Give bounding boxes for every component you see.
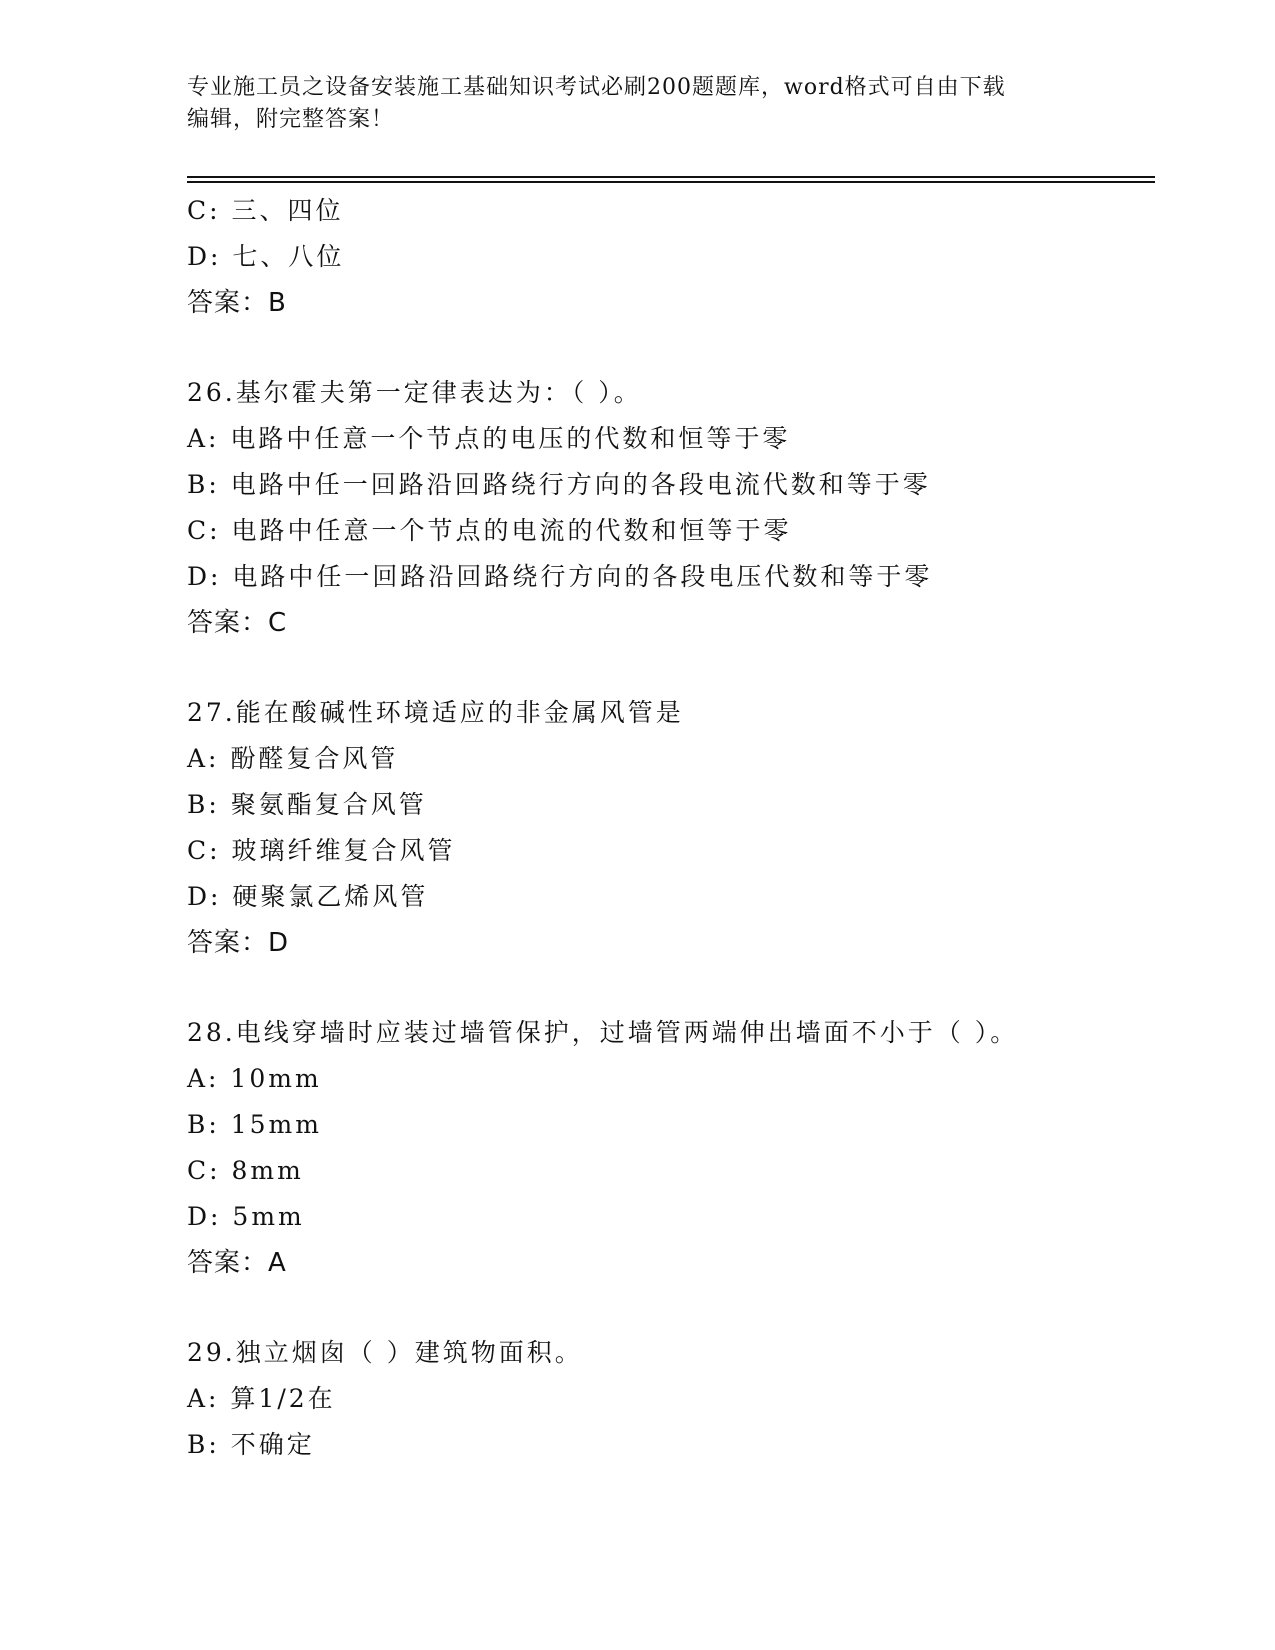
question-block-26 xyxy=(187,370,1167,646)
question-block-29 xyxy=(187,1330,1167,1468)
option-a: A: 酚醛复合风管 xyxy=(187,744,399,773)
option-d: D: 5mm xyxy=(187,1202,305,1231)
option-c: C: 8mm xyxy=(187,1156,304,1185)
option-b: B: 聚氨酯复合风管 xyxy=(187,790,427,819)
question-stem: 26.基尔霍夫第一定律表达为：（ ）。 xyxy=(187,378,642,407)
option-a: A: 电路中任意一个节点的电压的代数和恒等于零 xyxy=(187,424,791,453)
answer-line: 答案：D xyxy=(187,928,290,958)
option-b: B: 不确定 xyxy=(187,1430,315,1459)
header-title-line-1: 专业施工员之设备安装施工基础知识考试必刷200题题库，word格式可自由下载 xyxy=(187,75,1006,100)
header-divider-bottom xyxy=(187,181,1155,183)
answer-line: 答案：B xyxy=(187,288,287,318)
option-c: C: 玻璃纤维复合风管 xyxy=(187,836,456,865)
question-block-25-continued xyxy=(187,188,1167,326)
option-b: B: 电路中任一回路沿回路绕行方向的各段电流代数和等于零 xyxy=(187,470,931,499)
option-c: C: 三、四位 xyxy=(187,196,344,225)
question-block-27 xyxy=(187,690,1167,966)
answer-line: 答案：C xyxy=(187,608,288,638)
option-c: C: 电路中任意一个节点的电流的代数和恒等于零 xyxy=(187,516,792,545)
answer-line: 答案：A xyxy=(187,1248,287,1278)
option-d: D: 电路中任一回路沿回路绕行方向的各段电压代数和等于零 xyxy=(187,562,933,591)
header-divider-top xyxy=(187,176,1155,178)
question-stem: 28.电线穿墙时应装过墙管保护，过墙管两端伸出墙面不小于（ ）。 xyxy=(187,1018,1019,1047)
option-a: A: 算1/2在 xyxy=(187,1384,336,1413)
option-b: B: 15mm xyxy=(187,1110,322,1139)
document-header xyxy=(187,72,1087,136)
question-list xyxy=(187,188,1167,1468)
question-stem: 29.独立烟囱（ ）建筑物面积。 xyxy=(187,1338,583,1367)
question-stem: 27.能在酸碱性环境适应的非金属风管是 xyxy=(187,698,684,727)
question-block-28 xyxy=(187,1010,1167,1286)
option-d: D: 七、八位 xyxy=(187,242,345,271)
header-title-line-2: 编辑，附完整答案！ xyxy=(187,107,395,132)
option-a: A: 10mm xyxy=(187,1064,322,1093)
option-d: D: 硬聚氯乙烯风管 xyxy=(187,882,429,911)
